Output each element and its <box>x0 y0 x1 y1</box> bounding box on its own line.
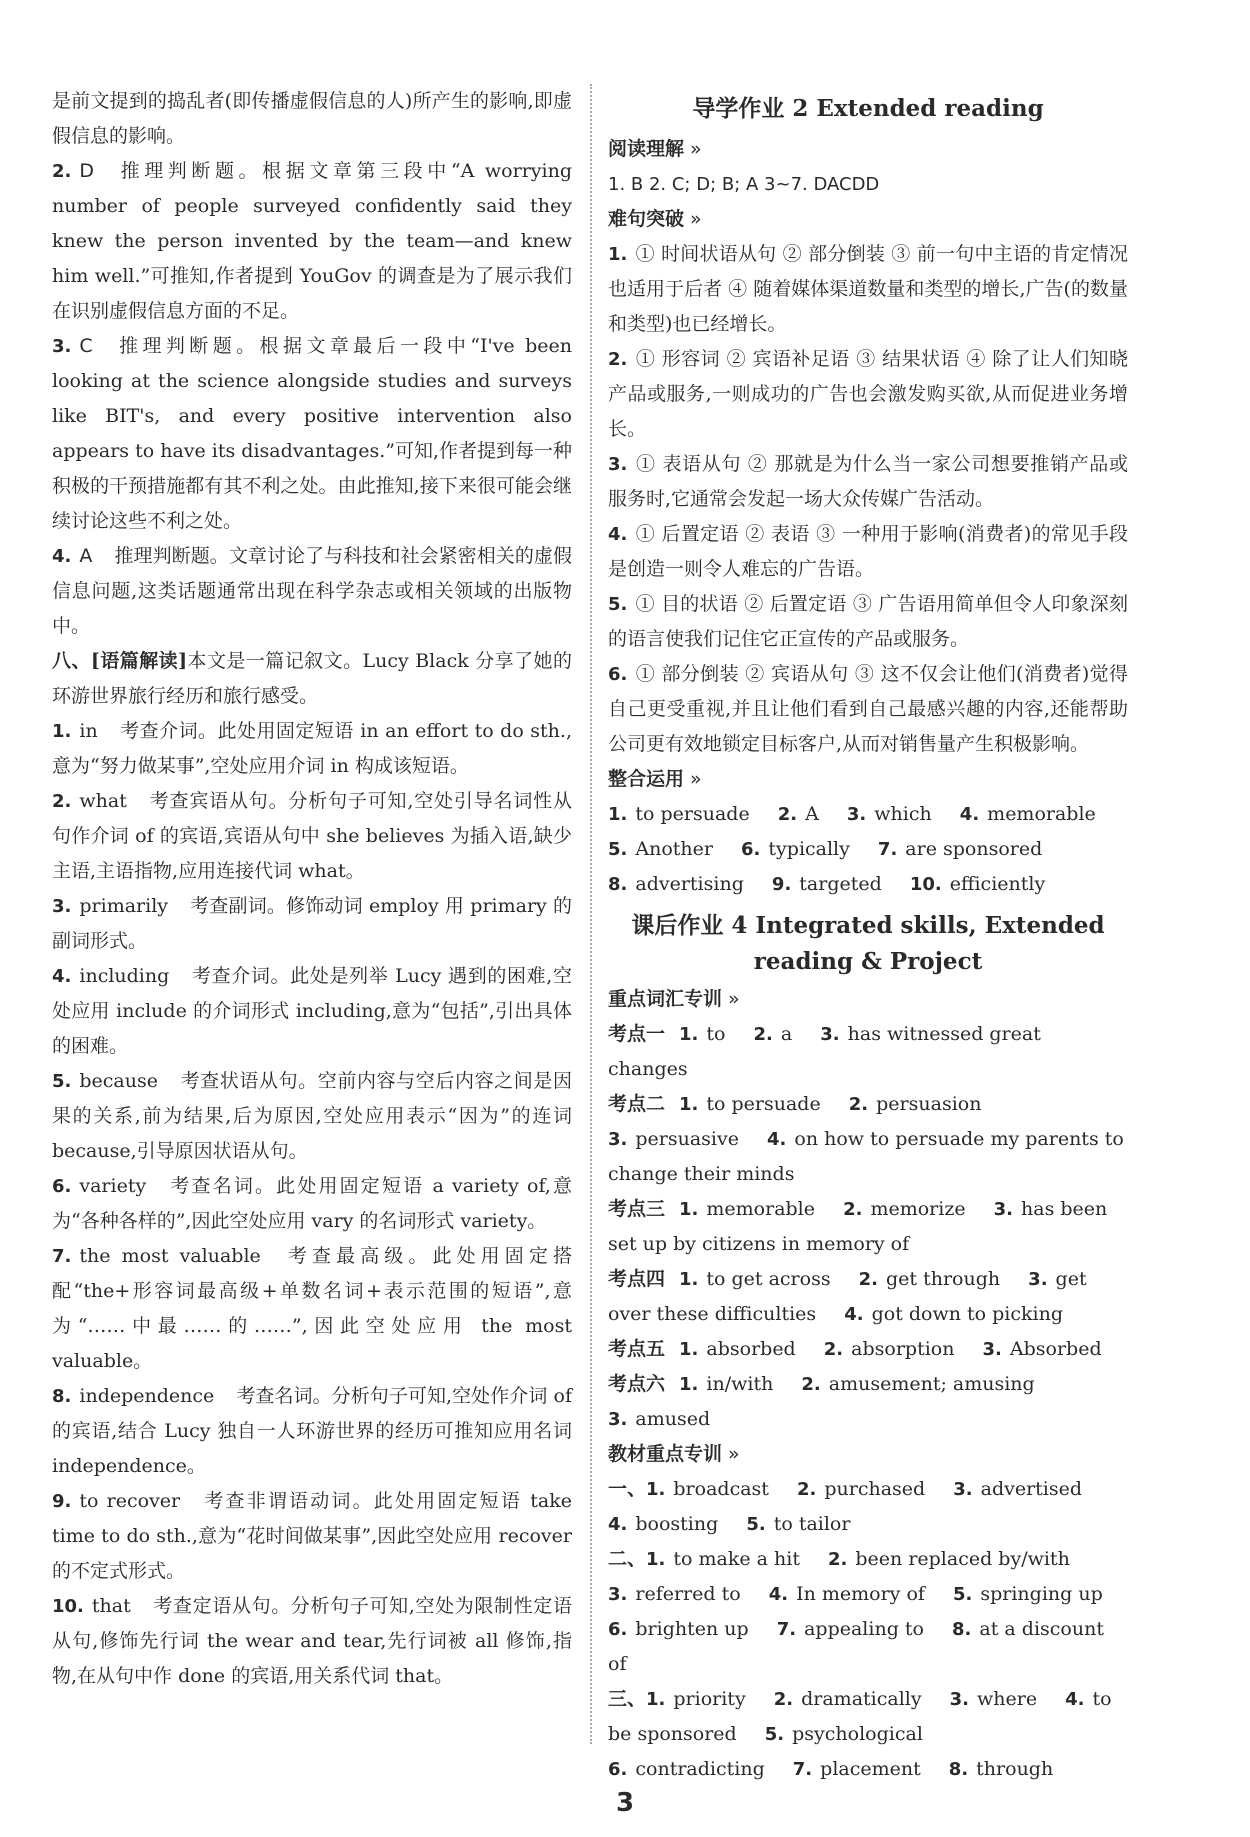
answer-item <box>801 1373 1034 1395</box>
answer-value: In memory of <box>796 1583 925 1605</box>
section-8-prefix: 八、 <box>52 650 91 672</box>
answer-item <box>844 1303 1063 1325</box>
item-number: 3. <box>993 1199 1013 1220</box>
answer-item <box>774 1688 922 1710</box>
answer-item <box>849 1093 982 1115</box>
answer-value: which <box>874 803 932 825</box>
item-number: 1. <box>646 1549 666 1570</box>
answer-item <box>52 959 572 1064</box>
answer-value: get through <box>886 1268 1001 1290</box>
item-number: 1. <box>679 1094 699 1115</box>
part-label: 一、 <box>608 1478 647 1500</box>
answer-item <box>878 838 1042 860</box>
item-number: 6. <box>608 1619 628 1640</box>
answer-value: are sponsored <box>905 838 1043 860</box>
answer-value: advertising <box>635 873 744 895</box>
section-8-answer-list <box>52 714 572 1694</box>
answer-value: targeted <box>799 873 882 895</box>
answer-item <box>608 1128 739 1150</box>
item-number: 2. <box>608 349 628 370</box>
item-number: 3. <box>949 1689 970 1710</box>
left-answer-list <box>52 154 572 644</box>
item-number: 4. <box>844 1304 864 1325</box>
answer-item <box>847 803 932 825</box>
point-label: 考点二 <box>608 1093 666 1115</box>
item-number: 2. <box>801 1374 821 1395</box>
item-number: 5. <box>608 839 628 860</box>
difficult-item <box>608 447 1128 517</box>
answer-item <box>953 1583 1103 1605</box>
explanation: 推理判断题。根据文章第三段中“A worrying number of people surveyed confidently said they knew the person invented by the team—and knew him well.”可推知,作者提到 YouGov 的调查是为了展示我们在识别虚假信息方面的不足。 <box>52 160 572 322</box>
item-number: 1. <box>679 1024 699 1045</box>
heading-reading: 阅读理解 » <box>608 132 1128 167</box>
answer-value: amused <box>635 1408 711 1430</box>
item-number: 10. <box>909 874 942 895</box>
difficult-item <box>608 657 1128 762</box>
point-label: 考点六 <box>608 1373 666 1395</box>
answer-value: through <box>976 1758 1054 1780</box>
item-number: 5. <box>746 1514 766 1535</box>
answer-item <box>679 1268 831 1290</box>
heading-difficult: 难句突破 » <box>608 202 1128 237</box>
answer-value: in <box>79 720 98 742</box>
difficult-list <box>608 237 1128 762</box>
answer-value: to make a hit <box>673 1548 800 1570</box>
column-divider <box>590 84 592 1744</box>
answer-item <box>859 1268 1001 1290</box>
answer-item <box>52 539 572 644</box>
item-number: 1. <box>679 1269 699 1290</box>
item-number: 1. <box>608 244 628 265</box>
item-number: 6. <box>608 664 628 685</box>
answer-item <box>983 1338 1102 1360</box>
answer-item <box>793 1758 921 1780</box>
answer-value: where <box>977 1688 1038 1710</box>
answer-value: C <box>79 335 93 357</box>
answer-value: on how to persuade my parents to change their minds <box>608 1128 1124 1185</box>
answer-value: D <box>79 160 95 182</box>
answer-value: to get across <box>706 1268 831 1290</box>
item-number: 4. <box>608 524 628 545</box>
answer-value: purchased <box>824 1478 926 1500</box>
answer-value: has witnessed great changes <box>608 1023 1041 1080</box>
answer-value: been replaced by/with <box>855 1548 1070 1570</box>
item-number: 3. <box>608 1409 628 1430</box>
answer-item <box>52 714 572 784</box>
item-text: ① 后置定语 ② 表语 ③ 一种用于影响(消费者)的常见手段是创造一则令人难忘的广告语。 <box>608 523 1128 580</box>
explanation: 考查副词。修饰动词 employ 用 primary 的副词形式。 <box>52 895 572 952</box>
answer-value: priority <box>673 1688 746 1710</box>
answer-value: broadcast <box>673 1478 769 1500</box>
answer-item <box>828 1548 1070 1570</box>
answer-item <box>960 803 1096 825</box>
answer-item <box>679 1023 725 1045</box>
answer-value: dramatically <box>801 1688 922 1710</box>
item-number: 3. <box>608 1584 628 1605</box>
item-number: 7. <box>52 1246 72 1267</box>
item-number: 1. <box>646 1689 666 1710</box>
answer-item <box>52 1064 572 1169</box>
answer-value: brighten up <box>635 1618 749 1640</box>
answer-value: to recover <box>79 1490 181 1512</box>
item-number: 4. <box>959 804 980 825</box>
answer-value: to be sponsored <box>608 1688 1112 1745</box>
answer-value: in/with <box>706 1373 774 1395</box>
heading-textbook: 教材重点专训 » <box>608 1437 1128 1472</box>
explanation: 考查名词。此处用固定短语 a variety of,意为“各种各样的”,因此空处应用 vary 的名词形式 variety。 <box>52 1175 572 1232</box>
item-number: 8. <box>52 1386 72 1407</box>
explanation: 考查状语从句。空前内容与空后内容之间是因果的关系,前为结果,后为原因,空处应用表示“因为”的连词 because,引导原因状语从句。 <box>52 1070 572 1162</box>
answer-value: variety <box>79 1175 147 1197</box>
item-text: ① 形容词 ② 宾语补足语 ③ 结果状语 ④ 除了让人们知晓产品或服务,一则成功的广告也会激发购买欲,从而促进业务增长。 <box>608 348 1128 440</box>
answer-item <box>608 838 713 860</box>
vocab-point <box>608 1192 1128 1262</box>
answer-item <box>608 873 744 895</box>
answer-value: to tailor <box>773 1513 851 1535</box>
item-number: 2. <box>52 161 72 182</box>
answer-item <box>778 803 819 825</box>
answer-item <box>797 1478 925 1500</box>
item-number: 3. <box>1028 1269 1048 1290</box>
item-number: 3. <box>52 336 72 357</box>
answer-value: persuasion <box>876 1093 982 1115</box>
answer-value: memorable <box>987 803 1096 825</box>
part-label: 三、 <box>608 1688 647 1710</box>
item-number: 6. <box>741 839 761 860</box>
answer-item <box>843 1198 966 1220</box>
answer-item <box>949 1758 1053 1780</box>
answer-item <box>772 873 882 895</box>
item-number: 3. <box>846 804 867 825</box>
answer-item <box>608 1758 765 1780</box>
answer-value: A <box>805 803 819 825</box>
item-number: 8. <box>608 874 628 895</box>
section-8-text: 本文是一篇记叙文。Lucy Black 分享了她的环游世界旅行经历和旅行感受。 <box>52 650 572 707</box>
answer-item <box>765 1723 923 1745</box>
item-number: 2. <box>858 1269 878 1290</box>
item-text: ① 目的状语 ② 后置定语 ③ 广告语用简单但令人印象深刻的语言使我们记住它正宣传的产品或服务。 <box>608 593 1128 650</box>
item-number: 3. <box>953 1479 973 1500</box>
item-number: 2. <box>753 1024 773 1045</box>
integrate-section <box>608 797 1128 902</box>
explanation: 考查定语从句。分析句子可知,空处为限制性定语从句,修饰先行词 the wear and tear,先行词被 all 修饰,指物,在从句中作 done 的宾语,用关系代词 that。 <box>52 1595 572 1687</box>
answer-item <box>608 803 750 825</box>
answer-value: advertised <box>980 1478 1083 1500</box>
answer-item <box>608 1408 710 1430</box>
item-number: 1. <box>608 804 628 825</box>
item-number: 2. <box>773 1689 794 1710</box>
item-number: 8. <box>952 1619 972 1640</box>
answer-item <box>754 1023 793 1045</box>
answer-value: persuasive <box>635 1128 739 1150</box>
item-number: 7. <box>792 1759 813 1780</box>
item-number: 3. <box>820 1024 840 1045</box>
item-number: 1. <box>679 1199 699 1220</box>
textbook-part <box>608 1542 1128 1682</box>
item-number: 9. <box>52 1491 72 1512</box>
intro-paragraph: 是前文提到的捣乱者(即传播虚假信息的人)所产生的影响,即虚假信息的影响。 <box>52 90 572 147</box>
vocab-point <box>608 1017 1128 1087</box>
page-number: 3 <box>615 1788 635 1818</box>
item-number: 1. <box>646 1479 666 1500</box>
item-number: 2. <box>823 1339 844 1360</box>
answer-value: efficiently <box>949 873 1046 895</box>
answer-item <box>910 873 1045 895</box>
point-label: 考点一 <box>608 1023 666 1045</box>
answer-value: Absorbed <box>1009 1338 1102 1360</box>
answer-item <box>769 1583 925 1605</box>
item-number: 4. <box>767 1129 787 1150</box>
point-label: 考点三 <box>608 1198 666 1220</box>
item-number: 1. <box>679 1374 699 1395</box>
section-title-2-line-2: reading & Project <box>753 948 983 975</box>
explanation: 推理判断题。文章讨论了与科技和社会紧密相关的虚假信息问题,这类话题通常出现在科学杂志或相关领域的出版物中。 <box>52 545 572 637</box>
right-column <box>608 86 1128 1787</box>
item-number: 2. <box>843 1199 863 1220</box>
item-number: 5. <box>952 1584 973 1605</box>
answer-item <box>608 1618 749 1640</box>
item-number: 2. <box>777 804 798 825</box>
answer-item <box>52 1169 572 1239</box>
answer-value: Another <box>635 838 713 860</box>
answer-item <box>824 1338 955 1360</box>
explanation: 考查介词。此处用固定短语 in an effort to do sth.,意为“努力做某事”,空处应用介词 in 构成该短语。 <box>52 720 572 777</box>
heading-vocab: 重点词汇专训 » <box>608 982 1128 1017</box>
answer-value: a <box>780 1023 793 1045</box>
answer-value: the most valuable <box>79 1245 261 1267</box>
answer-item <box>746 1513 850 1535</box>
answer-value: placement <box>820 1758 921 1780</box>
section-8-label: [语篇解读] <box>90 650 188 672</box>
answer-item <box>679 1198 815 1220</box>
answer-value: including <box>79 965 170 987</box>
answer-item <box>52 154 572 329</box>
answer-item <box>646 1548 800 1570</box>
answer-value: independence <box>79 1385 215 1407</box>
explanation: 推理判断题。根据文章最后一段中“I've been looking at the science alongside studies and surveys like BIT's, and every positive intervention also appears to have its disadvantages.”可知,作者提到每一种积极的干预措施都有其不利之处。由此推知,接下来很可能会继续讨论这些不利之处。 <box>52 335 572 532</box>
answer-item <box>52 1484 572 1589</box>
item-number: 10. <box>52 1596 84 1617</box>
explanation: 考查介词。此处是列举 Lucy 遇到的困难,空处应用 include 的介词形式 including,意为“包括”,引出具体的困难。 <box>52 965 572 1057</box>
explanation: 考查非谓语动词。此处用固定短语 take time to do sth.,意为“花时间做某事”,因此空处应用 recover 的不定式形式。 <box>52 1490 572 1582</box>
answer-value: get over these difficulties <box>608 1268 1087 1325</box>
answer-value: has been set up by citizens in memory of <box>608 1198 1108 1255</box>
answer-value: to <box>706 1023 726 1045</box>
answer-value: A <box>79 545 93 567</box>
item-number: 4. <box>608 1514 628 1535</box>
answer-value: memorable <box>706 1198 816 1220</box>
item-number: 5. <box>764 1724 785 1745</box>
difficult-item <box>608 587 1128 657</box>
item-number: 4. <box>52 546 72 567</box>
answer-value: psychological <box>792 1723 923 1745</box>
answer-item <box>953 1478 1082 1500</box>
item-number: 5. <box>608 594 628 615</box>
answer-value: because <box>79 1070 158 1092</box>
answer-value: that <box>91 1595 131 1617</box>
section-title-2 <box>608 908 1128 980</box>
section-title-1: 导学作业 2 Extended reading <box>692 95 1044 122</box>
answer-item <box>741 838 850 860</box>
answer-value: memorize <box>870 1198 966 1220</box>
answer-value: to persuade <box>635 803 750 825</box>
item-number: 2. <box>796 1479 817 1500</box>
answer-item <box>52 1589 572 1694</box>
item-number: 7. <box>877 839 898 860</box>
item-number: 2. <box>828 1549 848 1570</box>
item-number: 4. <box>768 1584 789 1605</box>
answer-item <box>52 329 572 539</box>
item-number: 2. <box>848 1094 869 1115</box>
item-text: ① 表语从句 ② 那就是为什么当一家公司想要推销产品或服务时,它通常会发起一场大众传媒广告活动。 <box>608 453 1128 510</box>
vocab-point <box>608 1367 1128 1437</box>
left-column <box>52 84 572 1694</box>
item-text: ① 时间状语从句 ② 部分倒装 ③ 前一句中主语的肯定情况也适用于后者 ④ 随着媒体渠道数量和类型的增长,广告(的数量和类型)也已经增长。 <box>608 243 1128 335</box>
difficult-item <box>608 237 1128 342</box>
answer-item <box>52 784 572 889</box>
vocab-point <box>608 1087 1128 1192</box>
item-number: 7. <box>776 1619 797 1640</box>
section-title-2-line-1: 课后作业 4 Integrated skills, Extended <box>631 912 1105 939</box>
item-number: 4. <box>1065 1689 1085 1710</box>
item-number: 6. <box>608 1759 628 1780</box>
answer-item <box>608 1513 718 1535</box>
point-label: 考点五 <box>608 1338 666 1360</box>
item-number: 3. <box>52 896 72 917</box>
answer-item <box>52 1379 572 1484</box>
answer-value: contradicting <box>635 1758 765 1780</box>
answer-value: springing up <box>980 1583 1103 1605</box>
explanation: 考查名词。分析句子可知,空处作介词 of 的宾语,结合 Lucy 独自一人环游世界的经历可推知应用名词 independence。 <box>52 1385 572 1477</box>
reading-answers: 1. B 2. C; D; B; A 3~7. DACDD <box>608 174 880 195</box>
textbook-section <box>608 1472 1128 1787</box>
answer-value: at a discount of <box>608 1618 1104 1675</box>
item-number: 4. <box>52 966 72 987</box>
answer-item <box>679 1093 821 1115</box>
answer-item <box>679 1338 796 1360</box>
answer-value: got down to picking <box>871 1303 1063 1325</box>
item-number: 3. <box>608 1129 628 1150</box>
item-text: ① 部分倒装 ② 宾语从句 ③ 这不仅会让他们(消费者)觉得自己更受重视,并且让他们看到自己最感兴趣的内容,还能帮助公司更有效地锁定目标客户,从而对销售量产生积极影响。 <box>608 663 1128 755</box>
point-label: 考点四 <box>608 1268 666 1290</box>
explanation: 考查最高级。此处用固定搭配“the+形容词最高级+单数名词+表示范围的短语”,意为“……中最……的……”,因此空处应用 the most valuable。 <box>52 1245 572 1372</box>
integrate-answers <box>608 797 1128 902</box>
answer-item <box>950 1688 1037 1710</box>
item-number: 8. <box>948 1759 969 1780</box>
item-number: 6. <box>52 1176 72 1197</box>
answer-item <box>608 1583 741 1605</box>
difficult-item <box>608 342 1128 447</box>
item-number: 9. <box>771 874 792 895</box>
answer-item <box>52 1239 572 1379</box>
item-number: 1. <box>52 721 72 742</box>
vocab-section <box>608 1017 1128 1437</box>
part-label: 二、 <box>608 1548 647 1570</box>
answer-item <box>608 1023 1041 1080</box>
vocab-point <box>608 1262 1128 1332</box>
answer-item <box>52 889 572 959</box>
answer-value: to persuade <box>706 1093 821 1115</box>
answer-value: boosting <box>635 1513 719 1535</box>
answer-value: typically <box>768 838 850 860</box>
answer-item <box>777 1618 924 1640</box>
textbook-part <box>608 1472 1128 1542</box>
section-8-intro <box>52 644 572 714</box>
item-number: 5. <box>52 1071 72 1092</box>
answer-value: absorbed <box>706 1338 796 1360</box>
answer-item <box>646 1688 746 1710</box>
item-number: 2. <box>52 791 72 812</box>
explanation: 考查宾语从句。分析句子可知,空处引导名词性从句作介词 of 的宾语,宾语从句中 she believes 为插入语,缺少主语,主语指物,应用连接代词 what。 <box>52 790 572 882</box>
vocab-point <box>608 1332 1128 1367</box>
heading-integrate: 整合运用 » <box>608 762 1128 797</box>
answer-value: appealing to <box>804 1618 924 1640</box>
answer-value: what <box>79 790 127 812</box>
answer-value: absorption <box>851 1338 955 1360</box>
answer-item <box>679 1373 773 1395</box>
textbook-part <box>608 1682 1128 1787</box>
answer-item <box>646 1478 769 1500</box>
item-number: 3. <box>608 454 628 475</box>
item-number: 1. <box>679 1339 699 1360</box>
answer-value: amusement; amusing <box>828 1373 1035 1395</box>
item-number: 3. <box>982 1339 1002 1360</box>
answer-value: primarily <box>79 895 169 917</box>
answer-value: referred to <box>635 1583 741 1605</box>
difficult-item <box>608 517 1128 587</box>
